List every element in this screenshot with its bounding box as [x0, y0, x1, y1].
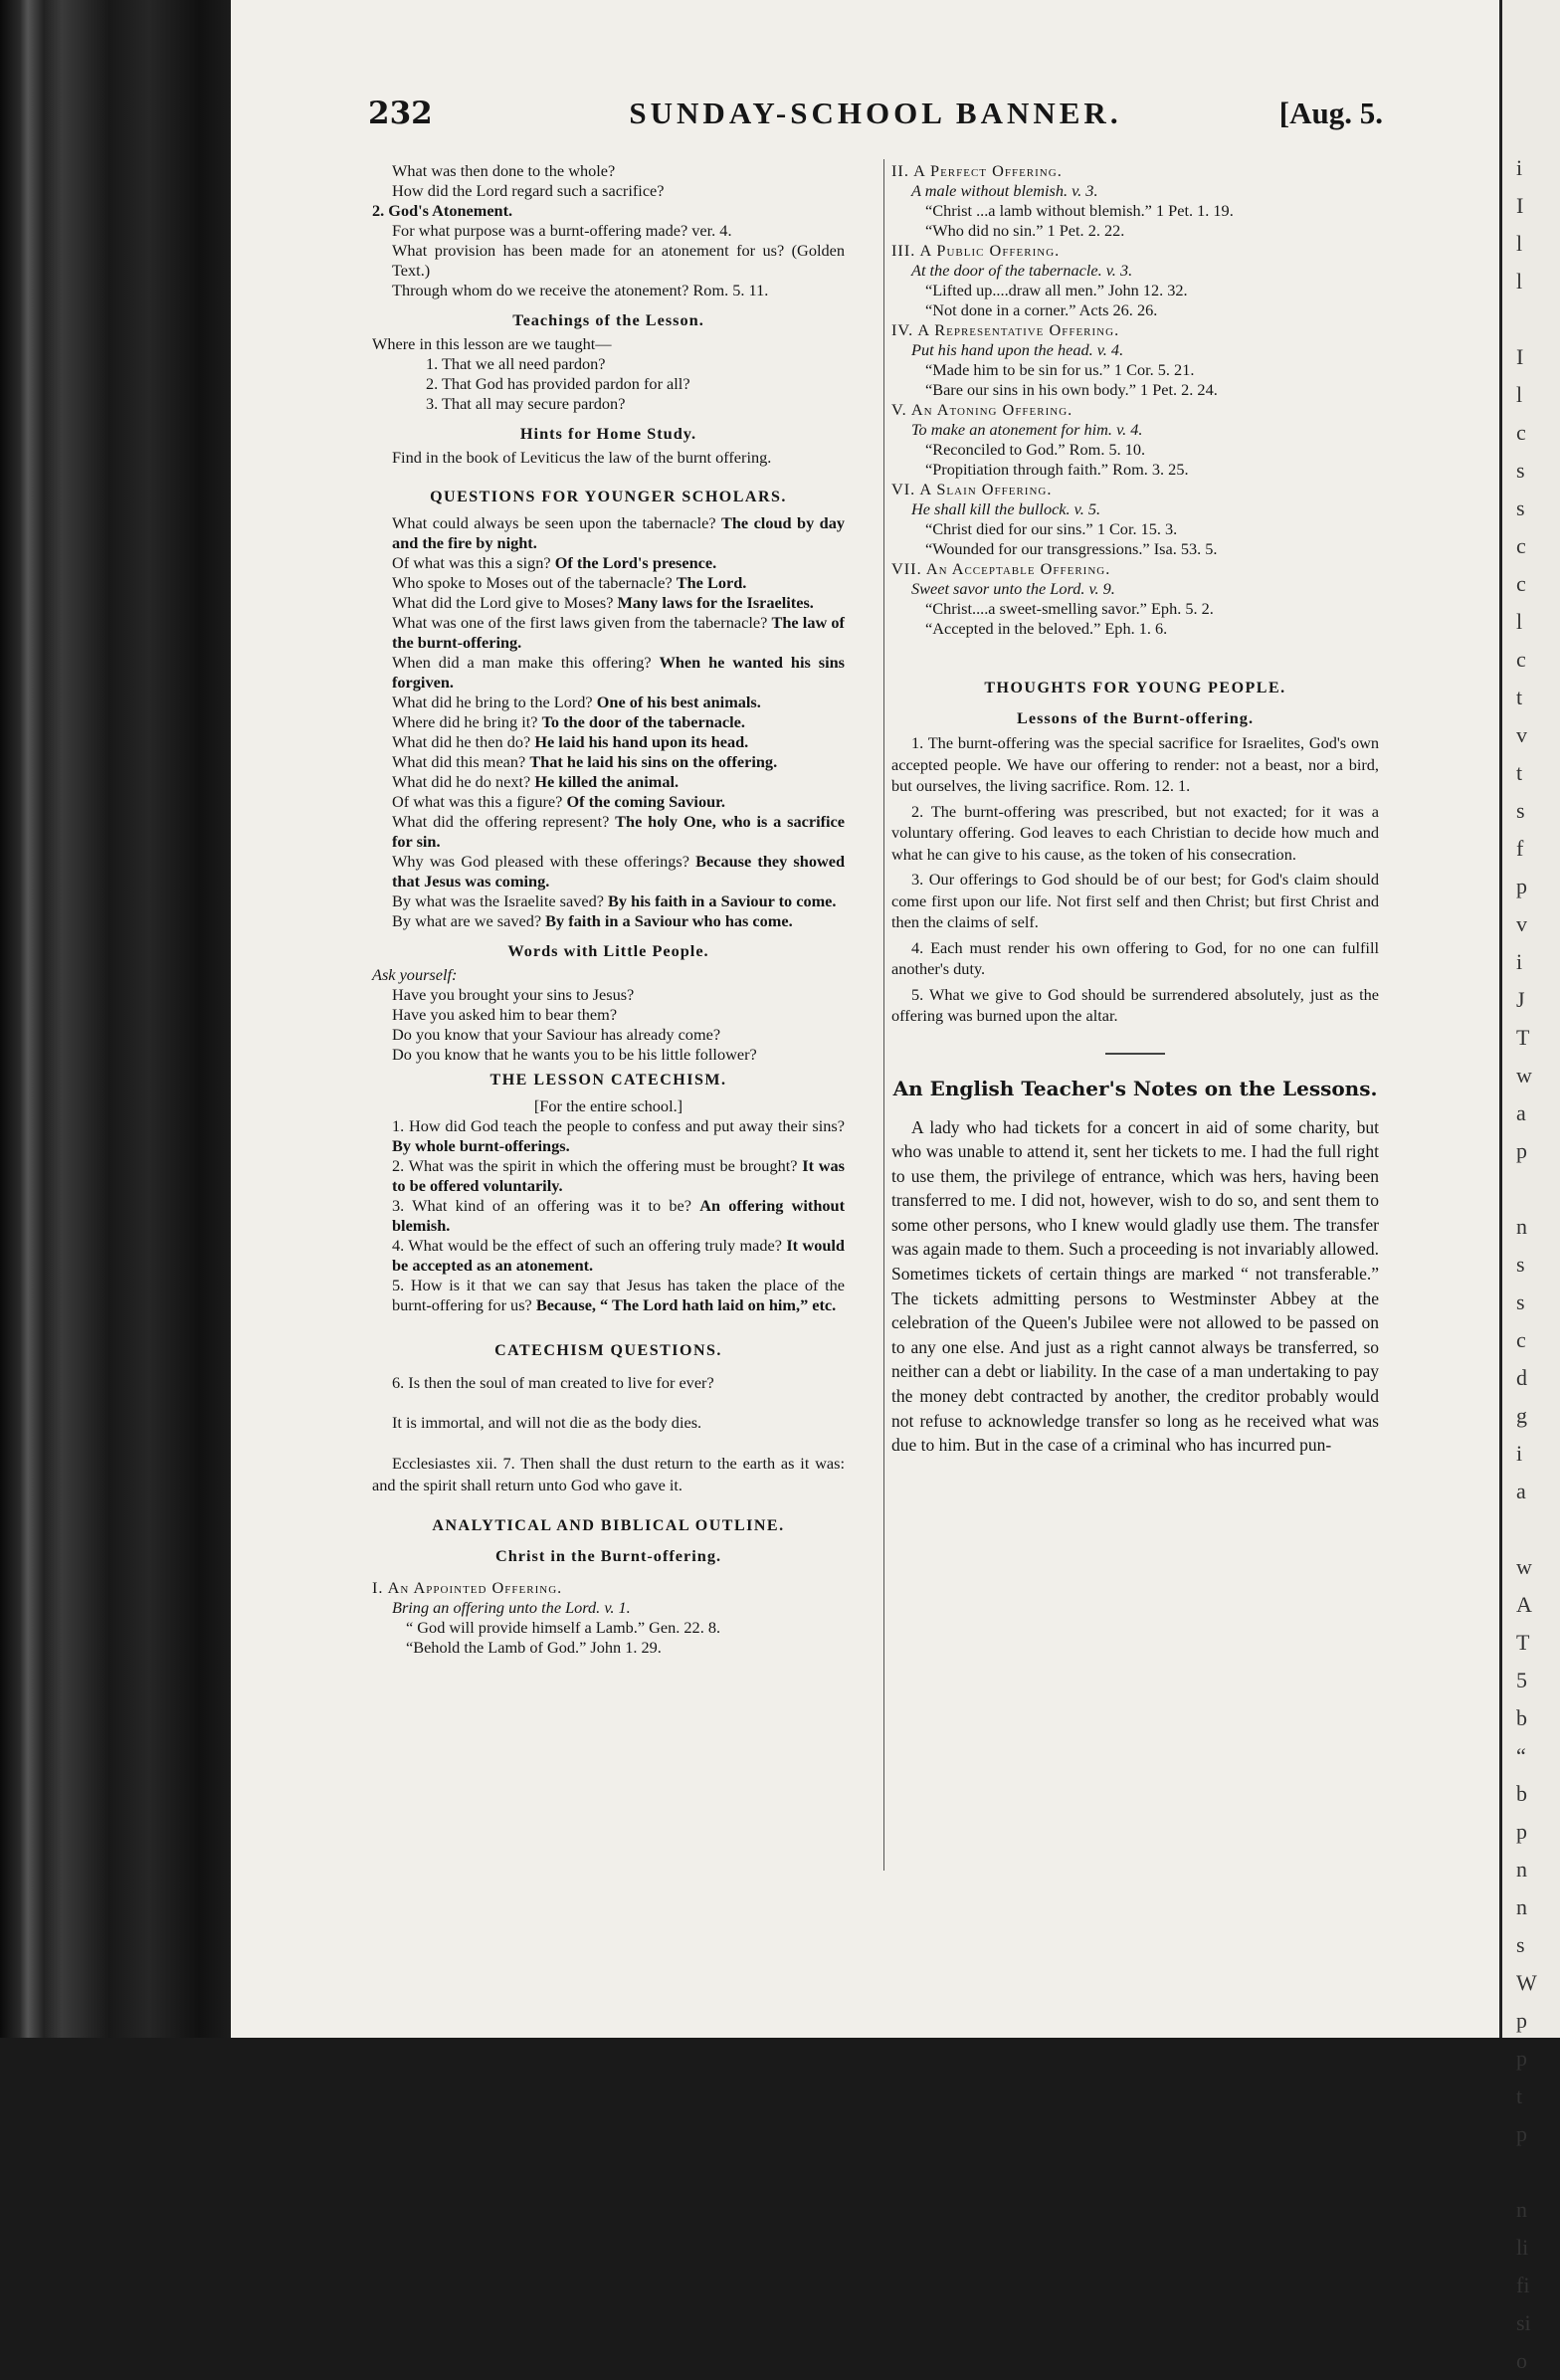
- question-text: By what was the Israelite saved?: [392, 892, 604, 910]
- left-column: [372, 161, 845, 1658]
- answer-text: Because they showed that Jesus was coming.: [392, 852, 846, 891]
- answer-text: Of the Lord's presence.: [554, 553, 717, 572]
- section-heading: CATECHISM QUESTIONS.: [494, 1342, 722, 1359]
- facing-page-edge: [1499, 0, 1560, 2373]
- section-heading: Hints for Home Study.: [519, 424, 697, 443]
- thoughts-list: [891, 732, 1379, 1027]
- question-text: 4. What would be the effect of such an offering truly made?: [392, 1236, 782, 1255]
- section-subheading: Lessons of the Burnt-offering.: [1016, 708, 1255, 727]
- outline-reference: “Who did no sin.” 1 Pet. 2. 22.: [925, 221, 1125, 240]
- section-heading: Words with Little People.: [507, 941, 709, 960]
- question-text: Why was God pleased with these offerings?: [392, 852, 689, 871]
- answer-text: He laid his hand upon its head.: [534, 732, 749, 751]
- book-binding: [0, 0, 231, 2038]
- question-text: By what are we saved?: [392, 911, 542, 930]
- question-text: 2. What was the spirit in which the offering must be brought?: [392, 1156, 798, 1175]
- outline-reference: “ God will provide himself a Lamb.” Gen. 22. 8.: [406, 1618, 721, 1637]
- catechism-answer: It is immortal, and will not die as the body dies.: [392, 1413, 702, 1432]
- younger-scholars-questions: [372, 513, 845, 931]
- qa-item: [372, 792, 845, 812]
- qa-item: [372, 513, 845, 553]
- outline-title: IV. A Representative Offering.: [891, 320, 1120, 339]
- answer-text: He killed the animal.: [534, 772, 680, 791]
- list-item: 1. That we all need pardon?: [426, 354, 606, 373]
- thought-paragraph: 5. What we give to God should be surrendered absolutely, just as the offering was burned upon the altar.: [891, 984, 1379, 1025]
- question-text: What did he then do?: [392, 732, 531, 751]
- qa-item: [372, 712, 845, 732]
- outline-reference: “Propitiation through faith.” Rom. 3. 25.: [925, 460, 1189, 479]
- list-item: Have you brought your sins to Jesus?: [392, 985, 635, 1004]
- question-text: What did the offering represent?: [392, 812, 610, 831]
- section-separator: [1105, 1053, 1165, 1055]
- thought-paragraph: 4. Each must render his own offering to God, for no one can fulfill another's duty.: [891, 937, 1379, 978]
- outline-reference: “Bare our sins in his own body.” 1 Pet. 2. 24.: [925, 380, 1218, 399]
- answer-text: Many laws for the Israelites.: [617, 593, 814, 612]
- question-line: For what purpose was a burnt-offering made? ver. 4.: [392, 221, 732, 240]
- page-header: [368, 96, 1383, 135]
- question-text: Of what was this a sign?: [392, 553, 551, 572]
- list-item: Do you know that he wants you to be his little follower?: [392, 1045, 757, 1064]
- qa-item: [372, 693, 845, 712]
- answer-text: An offering without blemish.: [392, 1196, 846, 1235]
- question-text: 3. What kind of an offering was it to be?: [392, 1196, 691, 1215]
- outline-reference: “Christ died for our sins.” 1 Cor. 15. 3.: [925, 519, 1178, 538]
- section-subheading: [For the entire school.]: [533, 1096, 683, 1115]
- biblical-outline: [891, 161, 1379, 639]
- outline-text: He shall kill the bullock. v. 5.: [911, 499, 1101, 518]
- answer-text: It was to be offered voluntarily.: [392, 1156, 845, 1195]
- article-title: An English Teacher's Notes on the Lessons.: [892, 1076, 1378, 1100]
- qa-item: [372, 732, 845, 752]
- outline-reference: “Made him to be sin for us.” 1 Cor. 5. 21.: [925, 360, 1195, 379]
- thought-paragraph: 3. Our offerings to God should be of our best; for God's claim should come first upon our life. Not first self and then Christ; but first Christ and then the claims of self.: [891, 870, 1379, 931]
- intro-line: What was then done to the whole?: [392, 161, 616, 180]
- question-text: Of what was this a figure?: [392, 792, 563, 811]
- answer-text: The law of the burnt-offering.: [392, 613, 845, 652]
- outline-reference: “Not done in a corner.” Acts 26. 26.: [925, 300, 1158, 319]
- column-divider: [883, 159, 884, 1871]
- catechism-item: [372, 1196, 845, 1236]
- outline-title: VII. An Acceptable Offering.: [891, 559, 1111, 578]
- qa-item: [372, 553, 845, 573]
- question-text: Who spoke to Moses out of the tabernacle?: [392, 573, 673, 592]
- facing-page-text: i I l l I l c s s c c l c t v t s f p v i J T w a p n s s c d g i a w A T 5 b “ b p n n s W p p t p n li fi si o: [1516, 155, 1537, 2373]
- outline-text: To make an atonement for him. v. 4.: [911, 420, 1143, 439]
- outline-title: I. An Appointed Offering.: [372, 1578, 563, 1597]
- list-item: 2. That God has provided pardon for all?: [426, 374, 690, 393]
- qa-item: [372, 573, 845, 593]
- publication-title: SUNDAY-SCHOOL BANNER.: [629, 96, 1122, 130]
- answer-text: When he wanted his sins forgiven.: [392, 653, 845, 692]
- list-item: Have you asked him to bear them?: [392, 1005, 618, 1024]
- outline-text: Put his hand upon the head. v. 4.: [911, 340, 1124, 359]
- answer-text: By faith in a Saviour who has come.: [545, 911, 793, 930]
- question-text: What did he bring to the Lord?: [392, 693, 593, 711]
- catechism-question: 6. Is then the soul of man created to live for ever?: [392, 1373, 714, 1392]
- section-heading: QUESTIONS FOR YOUNGER SCHOLARS.: [430, 489, 787, 505]
- answer-text: The holy One, who is a sacrifice for sin.: [392, 812, 845, 851]
- list-item: 3. That all may secure pardon?: [426, 394, 626, 413]
- outline-reference: “Behold the Lamb of God.” John 1. 29.: [406, 1638, 662, 1657]
- document-page: [231, 0, 1499, 2038]
- thought-paragraph: 1. The burnt-offering was the special sacrifice for Israelites, God's own accepted people. We have our offering to render: not a beast, nor a bird, but ourselves, the living sacrifice. Rom. 12. 1.: [891, 733, 1379, 795]
- outline-reference: “Reconciled to God.” Rom. 5. 10.: [925, 440, 1146, 459]
- section-heading: THE LESSON CATECHISM.: [489, 1072, 727, 1089]
- outline-reference: “Lifted up....draw all men.” John 12. 32.: [925, 281, 1188, 299]
- outline-reference: “Christ....a sweet-smelling savor.” Eph. 5. 2.: [925, 599, 1214, 618]
- outline-reference: “Accepted in the beloved.” Eph. 1. 6.: [925, 619, 1168, 638]
- thought-paragraph: 2. The burnt-offering was prescribed, but not exacted; for it was a voluntary offering. God leaves to each Christian to decide how much and what he can give to his cause, as the token of his consecration.: [891, 801, 1379, 864]
- outline-text: Sweet savor unto the Lord. v. 9.: [911, 579, 1115, 598]
- qa-item: [372, 772, 845, 792]
- outline-reference: “Christ ...a lamb without blemish.” 1 Pet. 1. 19.: [925, 201, 1234, 220]
- page-number: 232: [368, 96, 433, 131]
- answer-text: Because, “ The Lord hath laid on him,” etc.: [535, 1295, 837, 1314]
- section-heading: 2. God's Atonement.: [372, 201, 513, 220]
- section-heading: THOUGHTS FOR YOUNG PEOPLE.: [984, 680, 1286, 696]
- catechism-item: [372, 1116, 845, 1156]
- body-line: Where in this lesson are we taught—: [372, 334, 612, 353]
- qa-item: [372, 593, 845, 613]
- answer-text: One of his best animals.: [596, 693, 761, 711]
- outline-text: Bring an offering unto the Lord. v. 1.: [392, 1598, 631, 1617]
- section-subheading: Christ in the Burnt-offering.: [494, 1546, 722, 1565]
- answer-text: By whole burnt-offerings.: [392, 1136, 570, 1155]
- qa-item: [372, 911, 845, 931]
- catechism-item: [372, 1236, 845, 1276]
- question-text: 5. How is it that we can say that Jesus has taken the place of the burnt-offering for us?: [392, 1276, 845, 1314]
- section-heading: ANALYTICAL AND BIBLICAL OUTLINE.: [432, 1517, 785, 1534]
- answer-text: By his faith in a Saviour to come.: [608, 892, 837, 910]
- question-text: What was one of the first laws given from the tabernacle?: [392, 613, 768, 632]
- qa-item: [372, 752, 845, 772]
- outline-title: III. A Public Offering.: [891, 241, 1061, 260]
- outline-text: At the door of the tabernacle. v. 3.: [911, 261, 1133, 280]
- outline-text: A male without blemish. v. 3.: [911, 181, 1098, 200]
- answer-text: It would be accepted as an atonement.: [392, 1236, 845, 1275]
- catechism-list: [372, 1116, 845, 1315]
- catechism-item: [372, 1156, 845, 1196]
- question-text: When did a man make this offering?: [392, 653, 652, 672]
- qa-item: [372, 653, 845, 693]
- qa-item: [372, 613, 845, 653]
- answer-text: To the door of the tabernacle.: [541, 712, 745, 731]
- outline-title: VI. A Slain Offering.: [891, 480, 1053, 498]
- qa-item: [372, 852, 845, 892]
- qa-item: [372, 892, 845, 911]
- question-text: 1. How did God teach the people to confess and put away their sins?: [392, 1116, 845, 1135]
- scripture-reference: Ecclesiastes xii. 7. Then shall the dust return to the earth as it was: and the spirit shall return unto God who gave it.: [372, 1454, 845, 1494]
- question-text: What did this mean?: [392, 752, 526, 771]
- intro-line: How did the Lord regard such a sacrifice?: [392, 181, 665, 200]
- answer-text: That he laid his sins on the offering.: [529, 752, 778, 771]
- question-text: What did he do next?: [392, 772, 531, 791]
- outline-title: II. A Perfect Offering.: [891, 161, 1063, 180]
- list-item: Do you know that your Saviour has already come?: [392, 1025, 721, 1044]
- question-line: What provision has been made for an atonement for us? (Golden Text.): [392, 241, 845, 280]
- answer-text: Of the coming Saviour.: [566, 792, 725, 811]
- body-line: Ask yourself:: [372, 965, 458, 984]
- outline-title: V. An Atoning Offering.: [891, 400, 1073, 419]
- section-heading: Teachings of the Lesson.: [512, 310, 704, 329]
- article-body: A lady who had tickets for a concert in aid of some charity, but who was unable to attend it, sent her tickets to me. I had the full right to use them, the privilege of entrance, which was hers, having been transferred to me. I did not, however, wish to do so, and sent them to some other persons, who I knew would gladly use them. The transfer was again made to them. Such a proceeding is not invariably allowed. Sometimes tickets of certain things are marked “ not transferable.” The tickets admitting persons to Westminster Abbey at the celebration of the Queen's Jubilee were not allowed to be passed on to any one else. And just as a right cannot always be transferred, so neither can a debt or liability. In the case of a man undertaking to pay the money debt contracted by another, the creditor probably would not refuse to acknowledge transfer so long as he received what was due to him. But in the case of a criminal who has incurred pun-: [891, 1116, 1379, 1456]
- answer-text: The Lord.: [676, 573, 747, 592]
- question-line: Through whom do we receive the atonement? Rom. 5. 11.: [392, 281, 769, 299]
- question-text: What could always be seen upon the tabernacle?: [392, 513, 716, 532]
- question-text: What did the Lord give to Moses?: [392, 593, 614, 612]
- question-text: Where did he bring it?: [392, 712, 538, 731]
- qa-item: [372, 812, 845, 852]
- body-line: Find in the book of Leviticus the law of the burnt offering.: [392, 448, 772, 467]
- issue-date: [Aug. 5.: [1278, 96, 1383, 130]
- catechism-item: [372, 1276, 845, 1315]
- answer-text: The cloud by day and the fire by night.: [392, 513, 845, 552]
- outline-reference: “Wounded for our transgressions.” Isa. 53. 5.: [925, 539, 1218, 558]
- right-column: [891, 161, 1379, 1458]
